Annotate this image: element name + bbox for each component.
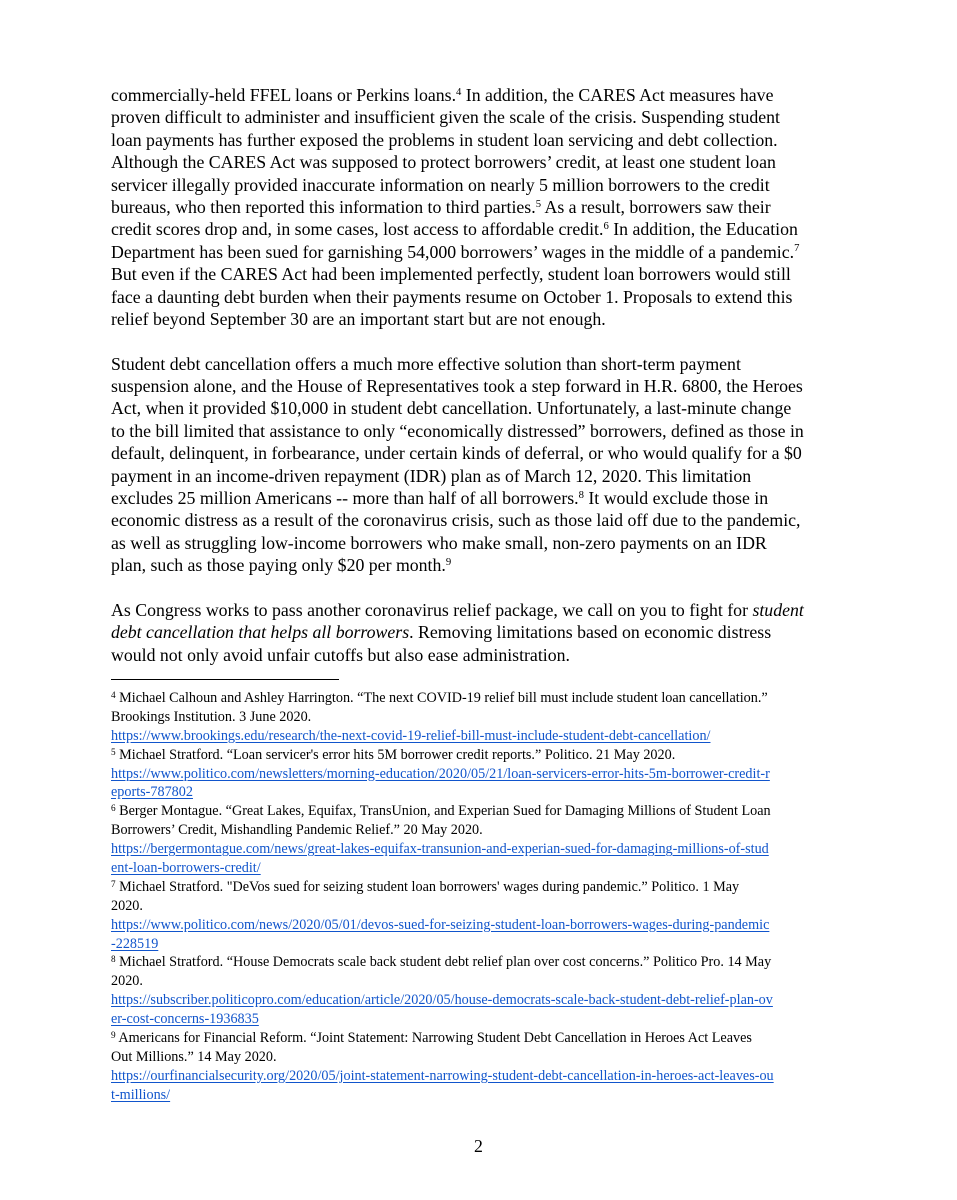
text-line bbox=[111, 308, 871, 330]
footnote-text-line bbox=[111, 1048, 856, 1067]
footnote-reference[interactable]: 8 bbox=[578, 488, 584, 501]
footnote-citation-text: Borrowers’ Credit, Mishandling Pandemic Relief.” 20 May 2020. bbox=[111, 822, 483, 839]
footnote-text-line bbox=[111, 953, 856, 972]
text-line bbox=[111, 509, 871, 531]
footnote-citation-text: Michael Calhoun and Ashley Harrington. “The next COVID-19 relief bill must include student loan cancellation.” bbox=[119, 690, 768, 706]
footnote-url-link[interactable]: https://subscriber.politicopro.com/education/article/2020/05/house-democrats-scale-back-student-debt-relief-plan-ov bbox=[111, 992, 773, 1009]
text-run: It would exclude those in bbox=[583, 488, 769, 509]
text-line bbox=[111, 84, 871, 106]
text-run: suspension alone, and the House of Representatives took a step forward in H.R. 6800, the Heroes bbox=[111, 376, 803, 397]
text-run: excludes 25 million Americans -- more than half of all borrowers. bbox=[111, 488, 579, 509]
text-run: Although the CARES Act was supposed to protect borrowers’ credit, at least one student loan bbox=[111, 152, 776, 173]
footnote-4 bbox=[111, 689, 856, 746]
footnote-url-link[interactable]: er-cost-concerns-1936835 bbox=[111, 1011, 259, 1028]
text-line bbox=[111, 196, 871, 218]
text-run: as well as struggling low-income borrowers who make small, non-zero payments on an IDR bbox=[111, 532, 767, 553]
footnote-link-line bbox=[111, 1067, 856, 1086]
text-run: proven difficult to administer and insufficient given the scale of the crisis. Suspending student bbox=[111, 107, 780, 128]
footnote-text-line bbox=[111, 746, 856, 765]
text-line bbox=[111, 286, 871, 308]
footnote-url-link[interactable]: -228519 bbox=[111, 935, 159, 952]
footnotes bbox=[111, 689, 856, 1105]
footnote-reference[interactable]: 9 bbox=[445, 555, 452, 568]
text-line bbox=[111, 465, 871, 487]
footnote-reference[interactable]: 5 bbox=[535, 197, 542, 210]
emphasized-text: debt cancellation that helps all borrowers bbox=[111, 622, 410, 643]
footnote-link-line bbox=[111, 859, 856, 878]
footnote-link-line bbox=[111, 765, 856, 784]
text-line bbox=[111, 554, 871, 576]
text-run: economic distress as a result of the coronavirus crisis, such as those laid off due to the pandemic, bbox=[111, 510, 801, 531]
emphasized-text: student bbox=[752, 599, 804, 620]
footnote-text-line bbox=[111, 897, 856, 916]
text-run: servicer illegally provided inaccurate information on nearly 5 million borrowers to the credit bbox=[111, 174, 770, 195]
footnote-link-line bbox=[111, 991, 856, 1010]
footnote-url-link[interactable]: https://www.brookings.edu/research/the-next-covid-19-relief-bill-must-include-student-debt-cancellation/ bbox=[111, 727, 711, 744]
text-run: to the bill limited that assistance to only “economically distressed” borrowers, defined as those in bbox=[111, 420, 804, 441]
footnote-7 bbox=[111, 878, 856, 954]
text-line bbox=[111, 218, 871, 240]
text-line bbox=[111, 106, 871, 128]
text-run: relief beyond September 30 are an important start but are not enough. bbox=[111, 308, 606, 329]
text-run: . Removing limitations based on economic distress bbox=[409, 622, 772, 643]
text-line bbox=[111, 241, 871, 263]
footnote-citation-text: 2020. bbox=[111, 973, 143, 990]
footnote-url-link[interactable]: ent-loan-borrowers-credit/ bbox=[111, 860, 261, 877]
footnote-9 bbox=[111, 1029, 856, 1105]
footnote-number: 9 bbox=[111, 1029, 116, 1040]
text-line bbox=[111, 644, 871, 666]
footnote-url-link[interactable]: eports-787802 bbox=[111, 784, 193, 801]
footnote-citation-text: 2020. bbox=[111, 897, 143, 914]
text-line bbox=[111, 420, 871, 442]
text-line bbox=[111, 621, 871, 643]
text-line bbox=[111, 151, 871, 173]
text-line bbox=[111, 129, 871, 151]
footnote-link-line bbox=[111, 916, 856, 935]
text-run: Department has been sued for garnishing 54,000 borrowers’ wages in the middle of a pandemic. bbox=[111, 241, 795, 262]
footnote-number: 6 bbox=[111, 803, 116, 814]
footnote-citation-text: Michael Stratford. "DeVos sued for seizing student loan borrowers' wages during pandemic.” Politico. 1 May bbox=[119, 878, 740, 895]
footnote-url-link[interactable]: https://www.politico.com/newsletters/morning-education/2020/05/21/loan-servicers-error-hits-5m-borrower-credit-r bbox=[111, 765, 770, 782]
footnote-citation-text: Americans for Financial Reform. “Joint Statement: Narrowing Student Debt Cancellation in Heroes Act Leaves bbox=[118, 1030, 752, 1047]
body-paragraph bbox=[111, 353, 871, 577]
text-line bbox=[111, 442, 871, 464]
text-run: Act, when it provided $10,000 in student debt cancellation. Unfortunately, a last-minute change bbox=[111, 398, 792, 419]
text-line bbox=[111, 353, 871, 375]
footnote-reference[interactable]: 7 bbox=[794, 242, 800, 255]
text-run: In addition, the CARES Act measures have bbox=[461, 85, 774, 105]
text-run: In addition, the Education bbox=[608, 219, 798, 240]
footnote-citation-text: Berger Montague. “Great Lakes, Equifax, TransUnion, and Experian Sued for Damaging Millions of Student Loan bbox=[119, 803, 771, 820]
text-run: commercially-held FFEL loans or Perkins loans. bbox=[111, 85, 457, 105]
footnote-link-line bbox=[111, 727, 856, 746]
text-line bbox=[111, 487, 871, 509]
page-number: 2 bbox=[474, 1136, 483, 1156]
footnote-link-line bbox=[111, 935, 856, 954]
text-line bbox=[111, 174, 871, 196]
text-run: payment in an income-driven repayment (IDR) plan as of March 12, 2020. This limitation bbox=[111, 465, 752, 486]
footnote-number: 5 bbox=[111, 746, 116, 757]
text-line bbox=[111, 375, 871, 397]
footnote-text-line bbox=[111, 708, 856, 727]
text-run: Student debt cancellation offers a much more effective solution than short-term payment bbox=[111, 353, 741, 374]
footnote-text-line bbox=[111, 878, 856, 897]
footnote-text-line bbox=[111, 821, 856, 840]
footnote-citation-text: Michael Stratford. “Loan servicer's error hits 5M borrower credit reports.” Politico. 21 May 2020. bbox=[119, 746, 676, 763]
footnote-reference[interactable]: 4 bbox=[456, 85, 462, 98]
body-text bbox=[111, 84, 871, 689]
text-run: default, delinquent, in forbearance, under certain kinds of deferral, or who would qualify for a $0 bbox=[111, 443, 802, 464]
text-run: face a daunting debt burden when their payments resume on October 1. Proposals to extend this bbox=[111, 286, 793, 307]
footnote-6 bbox=[111, 802, 856, 878]
text-line bbox=[111, 532, 871, 554]
footnote-link-line bbox=[111, 840, 856, 859]
footnote-5 bbox=[111, 746, 856, 803]
body-paragraph bbox=[111, 84, 871, 330]
body-paragraph bbox=[111, 599, 871, 666]
footnote-url-link[interactable]: https://www.politico.com/news/2020/05/01/devos-sued-for-seizing-student-loan-borrowers-wages-during-pandemic bbox=[111, 916, 770, 933]
footnote-citation-text: Brookings Institution. 3 June 2020. bbox=[111, 708, 312, 725]
footnote-text-line bbox=[111, 802, 856, 821]
footnote-citation-text: Out Millions.” 14 May 2020. bbox=[111, 1048, 277, 1065]
footnote-number: 7 bbox=[111, 878, 116, 889]
footnote-link-line bbox=[111, 1086, 856, 1105]
footnote-url-link[interactable]: https://ourfinancialsecurity.org/2020/05/joint-statement-narrowing-student-debt-cancellation-in-heroes-act-leaves-ou bbox=[111, 1067, 774, 1084]
footnote-text-line bbox=[111, 1029, 856, 1048]
text-run: As Congress works to pass another coronavirus relief package, we call on you to fight for bbox=[111, 599, 753, 620]
footnote-8 bbox=[111, 953, 856, 1029]
footnote-number: 8 bbox=[111, 954, 116, 965]
text-run: loan payments has further exposed the problems in student loan servicing and debt collection. bbox=[111, 129, 778, 150]
footnote-link-line bbox=[111, 783, 856, 802]
text-run: plan, such as those paying only $20 per month. bbox=[111, 555, 446, 576]
footnote-citation-text: Michael Stratford. “House Democrats scale back student debt relief plan over cost concerns.” Politico Pro. 14 May bbox=[119, 954, 772, 971]
text-run: As a result, borrowers saw their bbox=[541, 196, 771, 217]
footnote-link-line bbox=[111, 1010, 856, 1029]
text-run: bureaus, who then reported this information to third parties. bbox=[111, 196, 536, 217]
footnote-reference[interactable]: 6 bbox=[603, 219, 609, 232]
footnote-number: 4 bbox=[111, 689, 116, 700]
text-run: would not only avoid unfair cutoffs but also ease administration. bbox=[111, 644, 570, 665]
text-line bbox=[111, 599, 871, 621]
footnote-text-line bbox=[111, 689, 856, 708]
footnote-separator bbox=[111, 679, 339, 680]
text-run: credit scores drop and, in some cases, lost access to affordable credit. bbox=[111, 219, 604, 240]
footnote-url-link[interactable]: https://bergermontague.com/news/great-lakes-equifax-transunion-and-experian-sued-for-damaging-millions-of-stud bbox=[111, 841, 769, 858]
text-line bbox=[111, 397, 871, 419]
text-run: But even if the CARES Act had been implemented perfectly, student loan borrowers would still bbox=[111, 264, 791, 285]
footnote-text-line bbox=[111, 972, 856, 991]
text-line bbox=[111, 263, 871, 285]
footnote-url-link[interactable]: t-millions/ bbox=[111, 1086, 171, 1103]
